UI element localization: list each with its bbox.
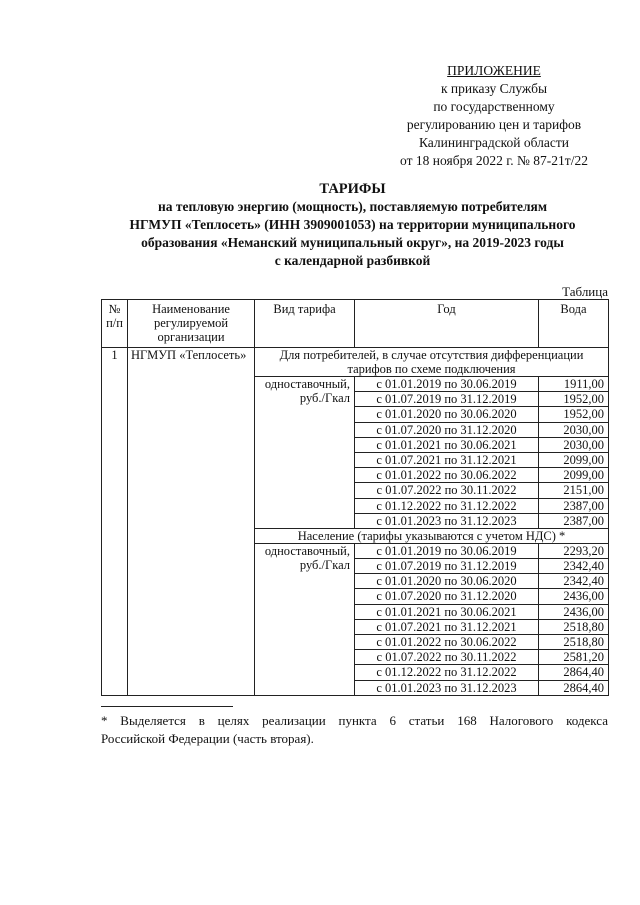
tariff-value: 2436,00 [539,589,609,604]
appendix-block [380,62,608,170]
appendix-line: к приказу Службы [440,81,548,96]
header-type: Вид тарифа [255,300,355,348]
footnote-word: * [101,713,108,728]
footnote-word: 168 [457,713,477,728]
appendix-line: регулированию цен и тарифов [406,117,582,132]
footnote-word: Налогового [489,713,554,728]
row-number: 1 [102,348,128,696]
footnote-second-line: Российской Федерации (часть вторая). [101,731,314,746]
tariff-value: 2387,00 [539,513,609,528]
tariff-value: 2518,80 [539,635,609,650]
header-num: № п/п [102,300,128,348]
tariff-value: 2342,40 [539,574,609,589]
header-org: Наименование регулируемой организации [128,300,255,348]
title-line: на тепловую энергию (мощность), поставляемую потребителям [157,199,548,214]
footnote [101,712,608,748]
group-header-row [102,348,609,377]
footnote-word: целях [217,713,250,728]
footnote-word: Выделяется [120,713,186,728]
period-cell: с 01.01.2023 по 31.12.2023 [355,513,539,528]
footnote-word: 6 [389,713,396,728]
period-cell: с 01.07.2022 по 30.11.2022 [355,650,539,665]
footnote-word: в [198,713,205,728]
period-cell: с 01.01.2021 по 30.06.2021 [355,604,539,619]
period-cell: с 01.01.2020 по 30.06.2020 [355,574,539,589]
header-water: Вода [539,300,609,348]
tariff-type: одноставочный, руб./Гкал [255,543,355,695]
appendix-heading: ПРИЛОЖЕНИЕ [447,63,541,78]
tariff-value: 2581,20 [539,650,609,665]
appendix-line: от 18 ноября 2022 г. № 87-21т/22 [400,153,588,168]
period-cell: с 01.07.2019 по 31.12.2019 [355,392,539,407]
tariff-value: 2387,00 [539,498,609,513]
period-cell: с 01.01.2019 по 30.06.2019 [355,543,539,558]
tariff-value: 1911,00 [539,377,609,392]
period-cell: с 01.12.2022 по 31.12.2022 [355,498,539,513]
period-cell: с 01.07.2022 по 30.11.2022 [355,483,539,498]
period-cell: с 01.07.2019 по 31.12.2019 [355,559,539,574]
tariff-value: 2293,20 [539,543,609,558]
tariff-value: 2518,80 [539,619,609,634]
tariff-value: 2436,00 [539,604,609,619]
consumer-group-label: Для потребителей, в случае отсутствия дифференциации тарифов по схеме подключения [255,348,609,377]
tariff-table [101,299,609,696]
title-main: ТАРИФЫ [319,181,386,197]
period-cell: с 01.01.2020 по 30.06.2020 [355,407,539,422]
tariff-value: 1952,00 [539,407,609,422]
tariff-value: 2342,40 [539,559,609,574]
period-cell: с 01.07.2021 по 31.12.2021 [355,619,539,634]
period-cell: с 01.01.2022 по 30.06.2022 [355,635,539,650]
document-title [100,180,605,270]
title-line: образования «Неманский муниципальный округ», на 2019-2023 годы [141,235,564,250]
footnote-word: реализации [262,713,326,728]
footnote-word: статьи [408,713,445,728]
tariff-value: 2151,00 [539,483,609,498]
period-cell: с 01.01.2023 по 31.12.2023 [355,680,539,695]
table-caption: Таблица [562,284,608,299]
appendix-line: по государственному [433,99,555,114]
tariff-value: 2030,00 [539,437,609,452]
tariff-value: 2099,00 [539,468,609,483]
footnote-divider [101,706,233,707]
title-line: с календарной разбивкой [274,253,431,268]
period-cell: с 01.01.2021 по 30.06.2021 [355,437,539,452]
footnote-word: пункта [338,713,377,728]
table-header-row [102,300,609,348]
table-body [102,348,609,696]
tariff-value: 2864,40 [539,665,609,680]
title-line: НГМУП «Теплосеть» (ИНН 3909001053) на территории муниципального [129,217,576,232]
footnote-first-line [101,712,608,730]
tariff-value: 2030,00 [539,422,609,437]
tariff-value: 2864,40 [539,680,609,695]
tariff-type: одноставочный, руб./Гкал [255,377,355,529]
tariff-value: 2099,00 [539,452,609,467]
period-cell: с 01.07.2021 по 31.12.2021 [355,452,539,467]
period-cell: с 01.07.2020 по 31.12.2020 [355,422,539,437]
footnote-word: кодекса [566,713,608,728]
consumer-group-label: Население (тарифы указываются с учетом НДС) * [255,528,609,543]
tariff-value: 1952,00 [539,392,609,407]
header-year: Год [355,300,539,348]
period-cell: с 01.01.2022 по 30.06.2022 [355,468,539,483]
period-cell: с 01.12.2022 по 31.12.2022 [355,665,539,680]
organization-name: НГМУП «Теплосеть» [128,348,255,696]
appendix-line: Калининградской области [418,135,570,150]
period-cell: с 01.01.2019 по 30.06.2019 [355,377,539,392]
period-cell: с 01.07.2020 по 31.12.2020 [355,589,539,604]
